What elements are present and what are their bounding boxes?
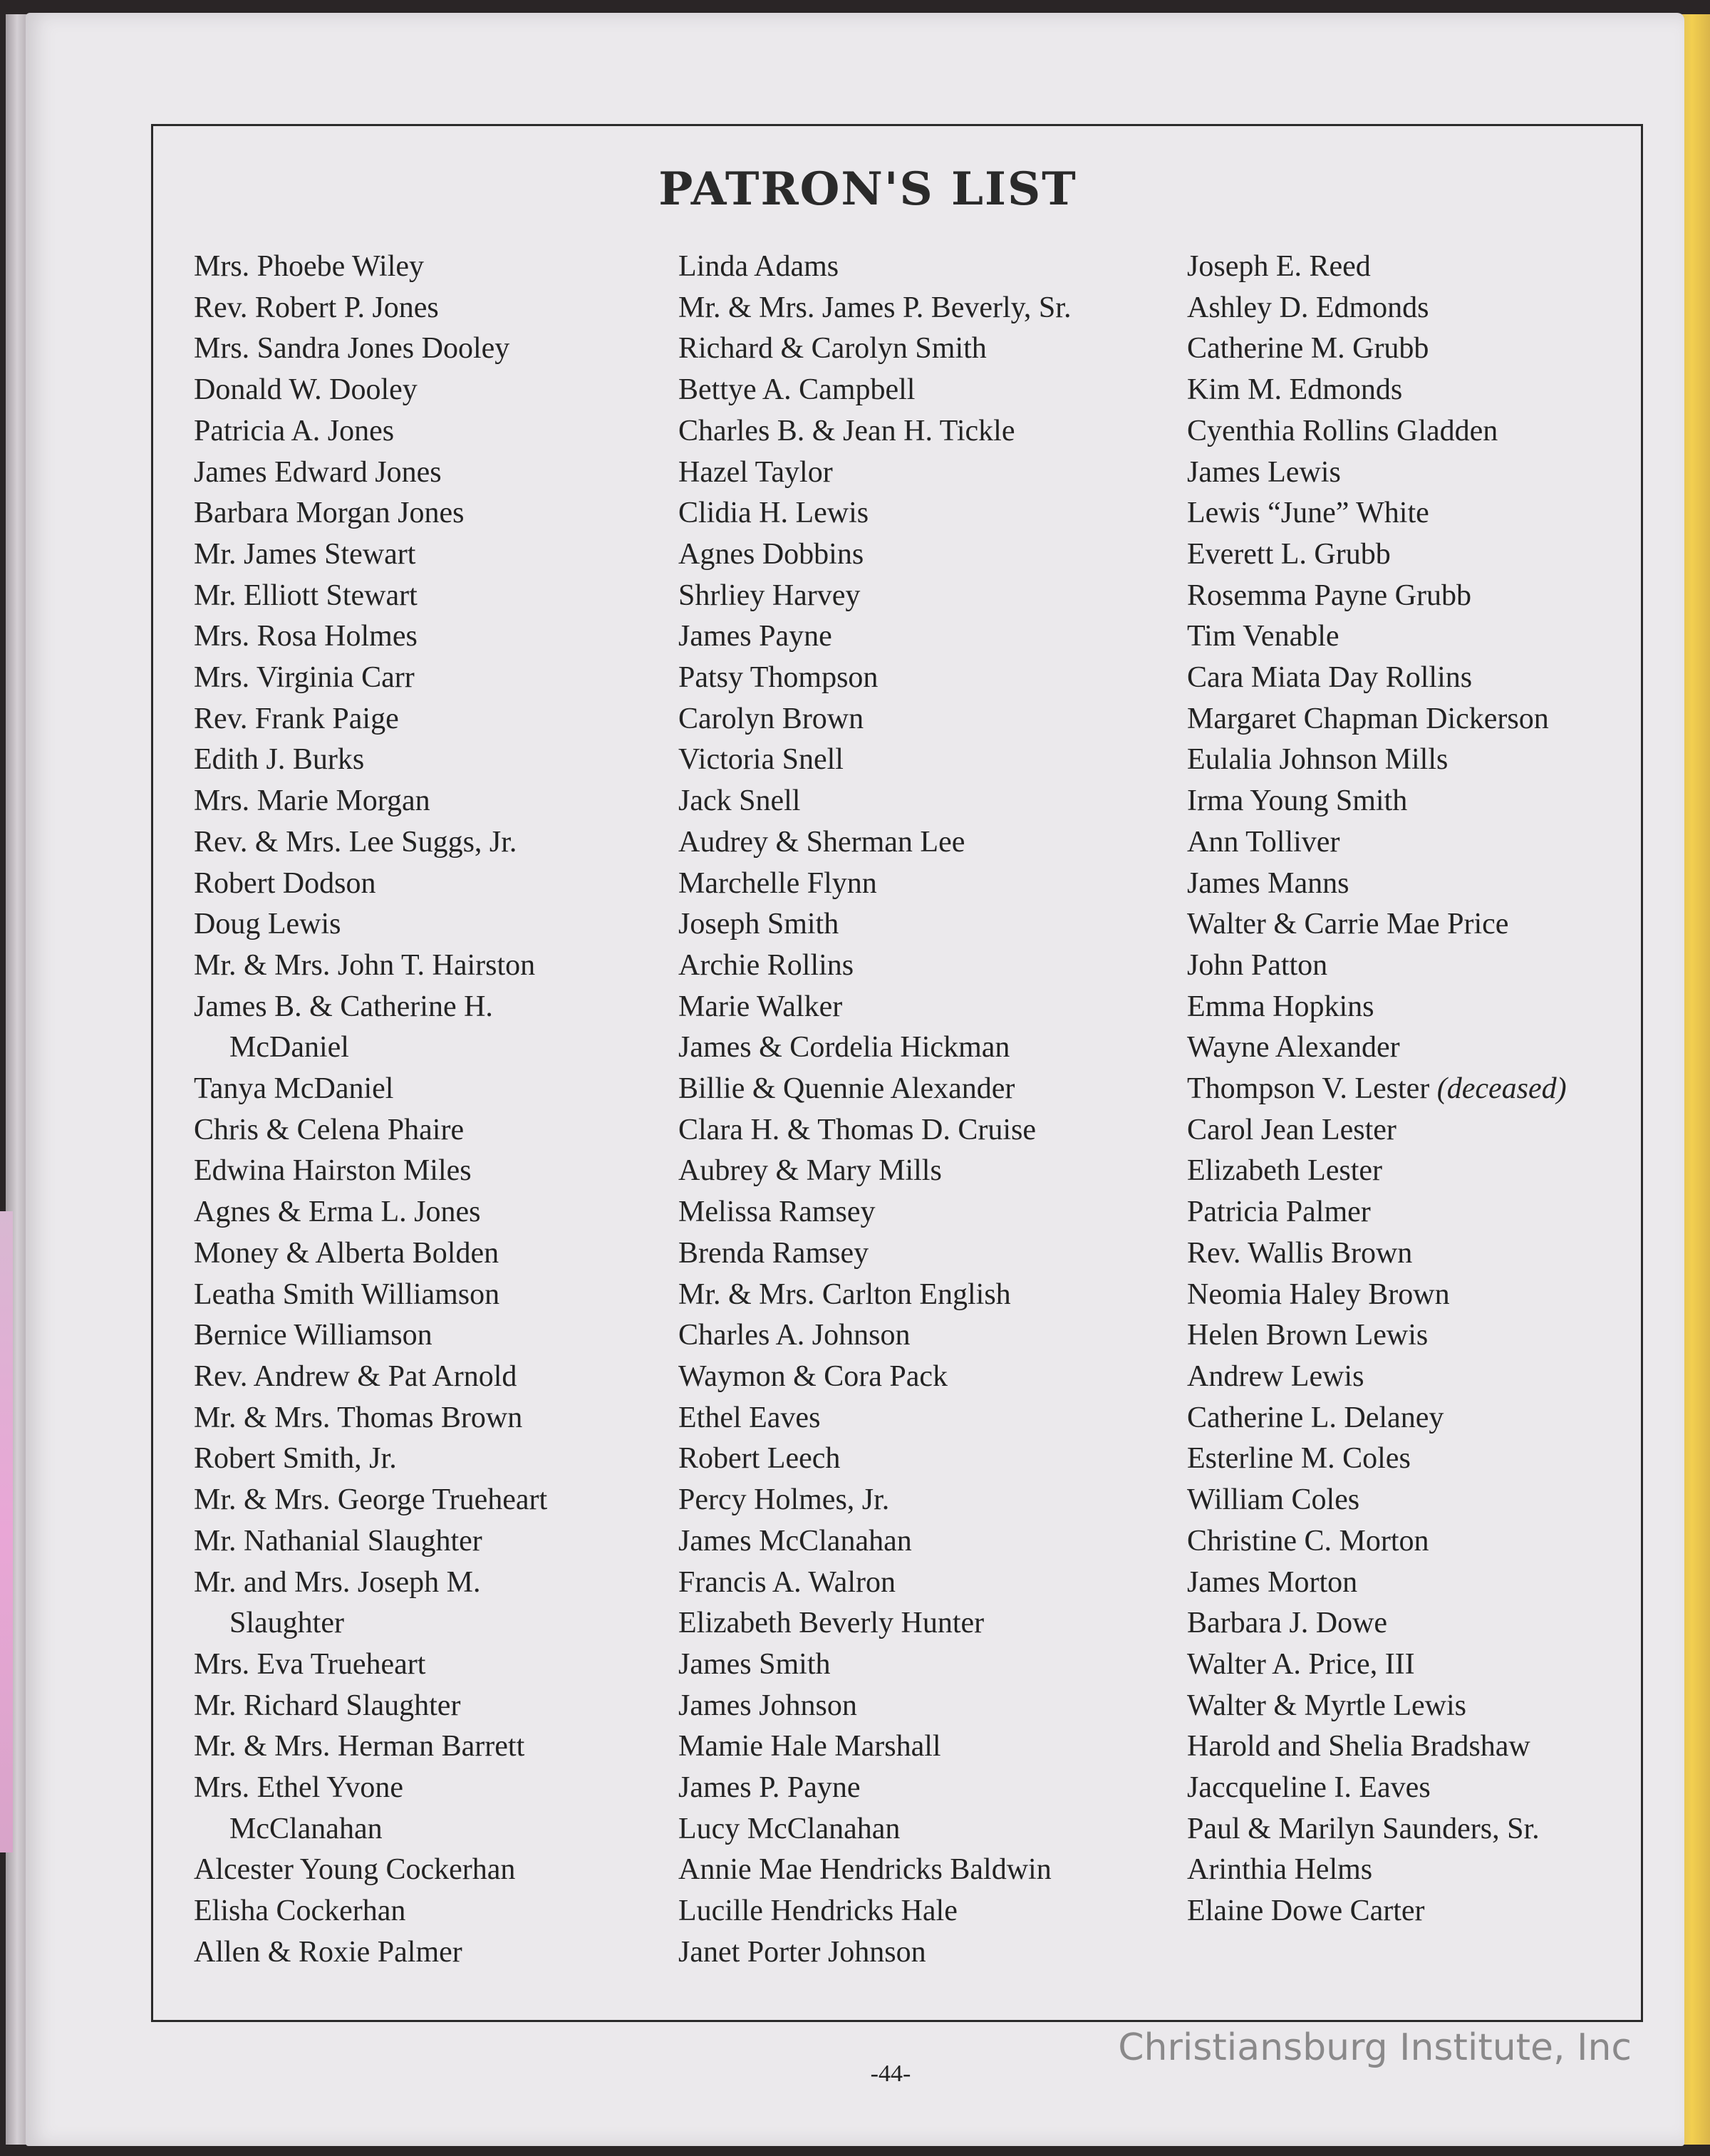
patron-name-continuation [194, 1603, 636, 1644]
patron-name-text: Wayne Alexander [1187, 1031, 1400, 1064]
patron-name [194, 370, 636, 411]
patron-name-text: Margaret Chapman Dickerson [1187, 702, 1549, 735]
patron-name [194, 781, 636, 822]
patron-name [194, 699, 636, 740]
patron-name [678, 1932, 1149, 1974]
patron-name-text: Charles B. & Jean H. Tickle [678, 414, 1015, 447]
patron-name [1187, 1480, 1643, 1521]
patron-name [1187, 987, 1643, 1028]
patron-name-text: Ashley D. Edmonds [1187, 291, 1429, 324]
patron-name-text: Robert Smith, Jr. [194, 1442, 397, 1476]
patron-name [1187, 1809, 1643, 1850]
patron-name-text: James Edward Jones [194, 455, 442, 489]
patron-name [1187, 1768, 1643, 1809]
patron-name [678, 1768, 1149, 1809]
patron-name-text: Patricia A. Jones [194, 414, 395, 447]
patron-name [678, 1027, 1149, 1069]
patron-name-text: James Payne [678, 620, 832, 653]
patron-name-text: Mrs. Sandra Jones Dooley [194, 332, 510, 366]
patron-name-text: Bernice Williamson [194, 1319, 432, 1352]
patron-name-text: Allen & Roxie Palmer [194, 1935, 462, 1969]
patron-name-text: Mr. & Mrs. George Trueheart [194, 1483, 548, 1517]
patron-name-text: Irma Young Smith [1187, 784, 1408, 818]
patron-name [1187, 1850, 1643, 1891]
patron-name [678, 904, 1149, 945]
patron-name [194, 1480, 636, 1521]
patron-name [1187, 452, 1643, 494]
patron-name-text: Clara H. & Thomas D. Cruise [678, 1113, 1036, 1146]
patron-name-continuation [194, 1809, 636, 1850]
patron-name [678, 1644, 1149, 1686]
patron-name-text: Agnes Dobbins [678, 537, 864, 571]
patron-name [1187, 658, 1643, 699]
patron-name-text: Thompson V. Lester [1187, 1072, 1430, 1106]
patron-name-text: Rev. & Mrs. Lee Suggs, Jr. [194, 825, 517, 859]
patron-name-text: Barbara J. Dowe [1187, 1607, 1388, 1640]
patron-name [678, 328, 1149, 370]
patron-name-text: Marie Walker [678, 990, 843, 1023]
patron-name [678, 987, 1149, 1028]
patron-name-text: Mr. and Mrs. Joseph M. [194, 1565, 481, 1599]
patron-name [1187, 576, 1643, 617]
patron-name-text: Neomia Haley Brown [1187, 1277, 1450, 1311]
patron-name [678, 288, 1149, 329]
patron-name-text: Charles A. Johnson [678, 1319, 911, 1352]
patron-name-text: Shrliey Harvey [678, 579, 861, 612]
patron-name [194, 1315, 636, 1357]
patron-name [678, 1439, 1149, 1480]
patron-name [678, 1275, 1149, 1316]
patron-name [194, 1233, 636, 1275]
patron-name [678, 411, 1149, 452]
patron-name [1187, 1891, 1643, 1932]
patron-name [194, 1932, 636, 1974]
patron-name [1187, 781, 1643, 822]
patron-name-text: Elisha Cockerhan [194, 1895, 406, 1928]
patron-name [678, 864, 1149, 905]
patron-name [678, 493, 1149, 534]
patron-name [678, 1891, 1149, 1932]
patron-name [1187, 699, 1643, 740]
patron-name [194, 288, 636, 329]
patron-name-text: Chris & Celena Phaire [194, 1113, 465, 1146]
patron-name-text: Tanya McDaniel [194, 1072, 394, 1106]
patron-name [678, 945, 1149, 987]
patron-name-text: Doug Lewis [194, 908, 341, 941]
patron-name [678, 1686, 1149, 1727]
patron-name-text: Leatha Smith Williamson [194, 1277, 500, 1311]
patron-name-text: Walter & Myrtle Lewis [1187, 1689, 1467, 1722]
patron-name-text: Alcester Young Cockerhan [194, 1853, 516, 1887]
patron-name [1187, 616, 1643, 658]
patron-name-text: Robert Leech [678, 1442, 841, 1476]
patron-name-text: Lucille Hendricks Hale [678, 1895, 958, 1928]
patron-name [194, 1439, 636, 1480]
patron-name-text: Aubrey & Mary Mills [678, 1154, 942, 1188]
patron-name-text: McClanahan [229, 1812, 383, 1845]
patron-name-text: Elizabeth Lester [1187, 1154, 1383, 1188]
patron-name-text: Mr. Elliott Stewart [194, 579, 418, 612]
patron-name-text: Robert Dodson [194, 866, 376, 900]
patron-name-text: Slaughter [229, 1607, 344, 1640]
patron-name-text: Andrew Lewis [1187, 1359, 1364, 1393]
patron-name [1187, 247, 1643, 288]
patron-name [1187, 1562, 1643, 1604]
patron-name-text: Victoria Snell [678, 743, 844, 777]
patron-name-text: James Morton [1187, 1565, 1358, 1599]
patron-name-text: Ethel Eaves [678, 1401, 821, 1434]
patron-name [678, 740, 1149, 781]
patron-name-text: Waymon & Cora Pack [678, 1359, 948, 1393]
patron-name [1187, 288, 1643, 329]
patron-name-text: James McClanahan [678, 1524, 912, 1558]
patron-name-text: Hazel Taylor [678, 455, 833, 489]
patron-name [194, 1151, 636, 1192]
patron-name-text: Patricia Palmer [1187, 1196, 1371, 1229]
patron-name-text: McDaniel [229, 1031, 349, 1064]
patron-name [1187, 370, 1643, 411]
patron-name-text: Emma Hopkins [1187, 990, 1374, 1023]
patron-name-text: Arinthia Helms [1187, 1853, 1373, 1887]
patron-name [194, 1891, 636, 1932]
patron-name-text: Marchelle Flynn [678, 866, 877, 900]
patron-name-text: James Johnson [678, 1689, 857, 1722]
patron-name-text: James Smith [678, 1647, 831, 1681]
patron-name [194, 1726, 636, 1768]
patron-name [1187, 740, 1643, 781]
patron-name-text: Money & Alberta Bolden [194, 1236, 499, 1270]
patron-name-text: James Manns [1187, 866, 1349, 900]
patron-column-1 [194, 247, 636, 1974]
patron-name-text: Harold and Shelia Bradshaw [1187, 1730, 1530, 1763]
patron-name [678, 1357, 1149, 1398]
patron-name-text: James Lewis [1187, 455, 1341, 489]
patron-name [1187, 1233, 1643, 1275]
patron-column-2 [678, 247, 1149, 1974]
patron-name-text: Agnes & Erma L. Jones [194, 1196, 481, 1229]
patron-name [194, 328, 636, 370]
patron-name-text: Rev. Wallis Brown [1187, 1236, 1413, 1270]
patron-name-text: Mr. & Mrs. John T. Hairston [194, 948, 536, 982]
patron-name-text: Mrs. Ethel Yvone [194, 1771, 404, 1805]
patron-name [194, 1069, 636, 1110]
patron-name [678, 576, 1149, 617]
patron-name-text: Lewis “June” White [1187, 497, 1429, 530]
patron-name [678, 781, 1149, 822]
patron-name [194, 534, 636, 576]
patron-name-text: Rev. Andrew & Pat Arnold [194, 1359, 517, 1393]
patron-name [678, 370, 1149, 411]
patron-name-text: Annie Mae Hendricks Baldwin [678, 1853, 1052, 1887]
patron-name [194, 740, 636, 781]
patron-name [678, 658, 1149, 699]
page-number: -44- [870, 2061, 911, 2087]
patron-name [194, 1686, 636, 1727]
patron-name [194, 1398, 636, 1439]
patron-name [678, 1809, 1149, 1850]
patron-name [678, 1562, 1149, 1604]
patron-name [194, 1521, 636, 1562]
patron-name [194, 616, 636, 658]
patron-name [678, 1603, 1149, 1644]
patron-name-text: Eulalia Johnson Mills [1187, 743, 1449, 777]
patron-name-text: Mrs. Rosa Holmes [194, 620, 418, 653]
patron-name-text: Audrey & Sherman Lee [678, 825, 965, 859]
patron-name-text: Francis A. Walron [678, 1565, 896, 1599]
page-title: PATRON'S LIST [658, 162, 1077, 216]
patron-name-text: Edith J. Burks [194, 743, 365, 777]
patron-name-text: Tim Venable [1187, 620, 1340, 653]
patron-name [678, 1192, 1149, 1233]
patron-name [1187, 904, 1643, 945]
patron-name [194, 658, 636, 699]
patron-name-text: Lucy McClanahan [678, 1812, 901, 1845]
patron-name [1187, 1398, 1643, 1439]
patron-name-text: Ann Tolliver [1187, 825, 1340, 859]
patron-name [678, 699, 1149, 740]
patron-name-text: John Patton [1187, 948, 1328, 982]
patron-name [1187, 1521, 1643, 1562]
patron-name-text: James P. Payne [678, 1771, 861, 1805]
patron-name-text: Mr. & Mrs. James P. Beverly, Sr. [678, 291, 1072, 324]
patron-name [1187, 1644, 1643, 1686]
patron-name [194, 1110, 636, 1151]
patron-name-text: Mrs. Phoebe Wiley [194, 250, 424, 283]
patron-name-text: Archie Rollins [678, 948, 854, 982]
patron-name [678, 452, 1149, 494]
patron-name [194, 576, 636, 617]
patron-name [1187, 411, 1643, 452]
patron-name-text: Joseph Smith [678, 908, 839, 941]
patron-name-text: Mr. & Mrs. Herman Barrett [194, 1730, 525, 1763]
patron-name-text: Mrs. Eva Trueheart [194, 1647, 426, 1681]
patron-name-text: Percy Holmes, Jr. [678, 1483, 890, 1517]
patron-name-text: Walter A. Price, III [1187, 1647, 1415, 1681]
patron-name-text: Catherine M. Grubb [1187, 332, 1429, 366]
patron-name [194, 1850, 636, 1891]
patron-name [1187, 1686, 1643, 1727]
patron-name [1187, 1110, 1643, 1151]
patron-name-text: Carolyn Brown [678, 702, 864, 735]
patron-name-continuation [194, 1027, 636, 1069]
patron-name-text: Mrs. Virginia Carr [194, 661, 415, 695]
patron-name [678, 1398, 1149, 1439]
patron-name [1187, 1603, 1643, 1644]
patron-name-text: Carol Jean Lester [1187, 1113, 1396, 1146]
patron-name [194, 822, 636, 864]
patron-name [1187, 1315, 1643, 1357]
patron-name [678, 1850, 1149, 1891]
patron-name-text: Mr. James Stewart [194, 537, 416, 571]
patron-name-text: Patsy Thompson [678, 661, 879, 695]
patron-name-text: Mamie Hale Marshall [678, 1730, 941, 1763]
patron-name [678, 1726, 1149, 1768]
patron-name [1187, 1027, 1643, 1069]
patron-name [194, 452, 636, 494]
patron-name-text: James B. & Catherine H. [194, 990, 493, 1023]
patron-name [1187, 1439, 1643, 1480]
patron-name-text: Mrs. Marie Morgan [194, 784, 430, 818]
patron-name [678, 616, 1149, 658]
patron-name [194, 1192, 636, 1233]
patron-name [678, 1151, 1149, 1192]
patron-name-text: Brenda Ramsey [678, 1236, 869, 1270]
next-page-edge [1680, 14, 1710, 2145]
patron-name-text: Elizabeth Beverly Hunter [678, 1607, 985, 1640]
patron-name-text: Mr. & Mrs. Thomas Brown [194, 1401, 523, 1434]
patron-name-text: Mr. & Mrs. Carlton English [678, 1277, 1011, 1311]
patron-name-text: Janet Porter Johnson [678, 1935, 926, 1969]
patron-name-text: Billie & Quennie Alexander [678, 1072, 1015, 1106]
patron-name [194, 411, 636, 452]
patron-name-text: Barbara Morgan Jones [194, 497, 465, 530]
patron-name-text: Richard & Carolyn Smith [678, 332, 987, 366]
patron-name [678, 1069, 1149, 1110]
patron-name-text: Rev. Robert P. Jones [194, 291, 439, 324]
patron-name [678, 534, 1149, 576]
patron-name-text: Cyenthia Rollins Gladden [1187, 414, 1498, 447]
patron-name-text: Catherine L. Delaney [1187, 1401, 1444, 1434]
patron-name-text: Clidia H. Lewis [678, 497, 869, 530]
patron-name-text: Edwina Hairston Miles [194, 1154, 472, 1188]
patron-name [194, 945, 636, 987]
patron-name [194, 904, 636, 945]
patron-name [678, 822, 1149, 864]
patron-name [194, 1768, 636, 1809]
patron-name-text: Paul & Marilyn Saunders, Sr. [1187, 1812, 1540, 1845]
patron-name-text: Everett L. Grubb [1187, 537, 1391, 571]
patron-name [1187, 1151, 1643, 1192]
patron-name [1187, 1357, 1643, 1398]
patron-note: (deceased) [1436, 1072, 1567, 1106]
patron-name [678, 247, 1149, 288]
patron-column-3 [1187, 247, 1643, 1932]
patron-name-text: Donald W. Dooley [194, 373, 418, 407]
patron-name [1187, 493, 1643, 534]
patron-name [1187, 1069, 1643, 1110]
patron-name-text: Helen Brown Lewis [1187, 1319, 1429, 1352]
patron-name [194, 493, 636, 534]
patron-name [678, 1110, 1149, 1151]
patron-name [678, 1480, 1149, 1521]
patron-name-text: James & Cordelia Hickman [678, 1031, 1010, 1064]
patron-name-text: Joseph E. Reed [1187, 250, 1371, 283]
patron-name [1187, 328, 1643, 370]
patron-name [678, 1315, 1149, 1357]
patron-name-text: Mr. Nathanial Slaughter [194, 1524, 482, 1558]
patron-name-text: Rosemma Payne Grubb [1187, 579, 1471, 612]
patron-name [194, 1562, 636, 1604]
patron-name-text: Esterline M. Coles [1187, 1442, 1411, 1476]
patron-name [1187, 864, 1643, 905]
patron-name [678, 1521, 1149, 1562]
patron-name-text: William Coles [1187, 1483, 1360, 1517]
patron-name-text: Elaine Dowe Carter [1187, 1895, 1425, 1928]
patron-name [1187, 1275, 1643, 1316]
patron-name-text: Kim M. Edmonds [1187, 373, 1403, 407]
patron-name-text: Cara Miata Day Rollins [1187, 661, 1473, 695]
patron-name-text: Walter & Carrie Mae Price [1187, 908, 1509, 941]
patron-name [1187, 945, 1643, 987]
page-stack-accent [0, 1211, 13, 1852]
patron-name [1187, 1726, 1643, 1768]
patron-name [678, 1233, 1149, 1275]
patron-name-text: Bettye A. Campbell [678, 373, 916, 407]
patron-name-text: Rev. Frank Paige [194, 702, 399, 735]
patron-name [194, 1357, 636, 1398]
patron-name [194, 864, 636, 905]
patron-name [194, 987, 636, 1028]
patron-name-text: Jack Snell [678, 784, 801, 818]
watermark: Christiansburg Institute, Inc [1118, 2026, 1632, 2069]
patron-name-text: Melissa Ramsey [678, 1196, 876, 1229]
patron-name-text: Linda Adams [678, 250, 839, 283]
patron-name-text: Jaccqueline I. Eaves [1187, 1771, 1431, 1805]
patron-name [194, 247, 636, 288]
patron-name [1187, 1192, 1643, 1233]
patron-name [1187, 534, 1643, 576]
patron-name [194, 1644, 636, 1686]
patron-name-text: Mr. Richard Slaughter [194, 1689, 461, 1722]
patron-name [1187, 822, 1643, 864]
patron-name-text: Christine C. Morton [1187, 1524, 1429, 1558]
patron-name [194, 1275, 636, 1316]
